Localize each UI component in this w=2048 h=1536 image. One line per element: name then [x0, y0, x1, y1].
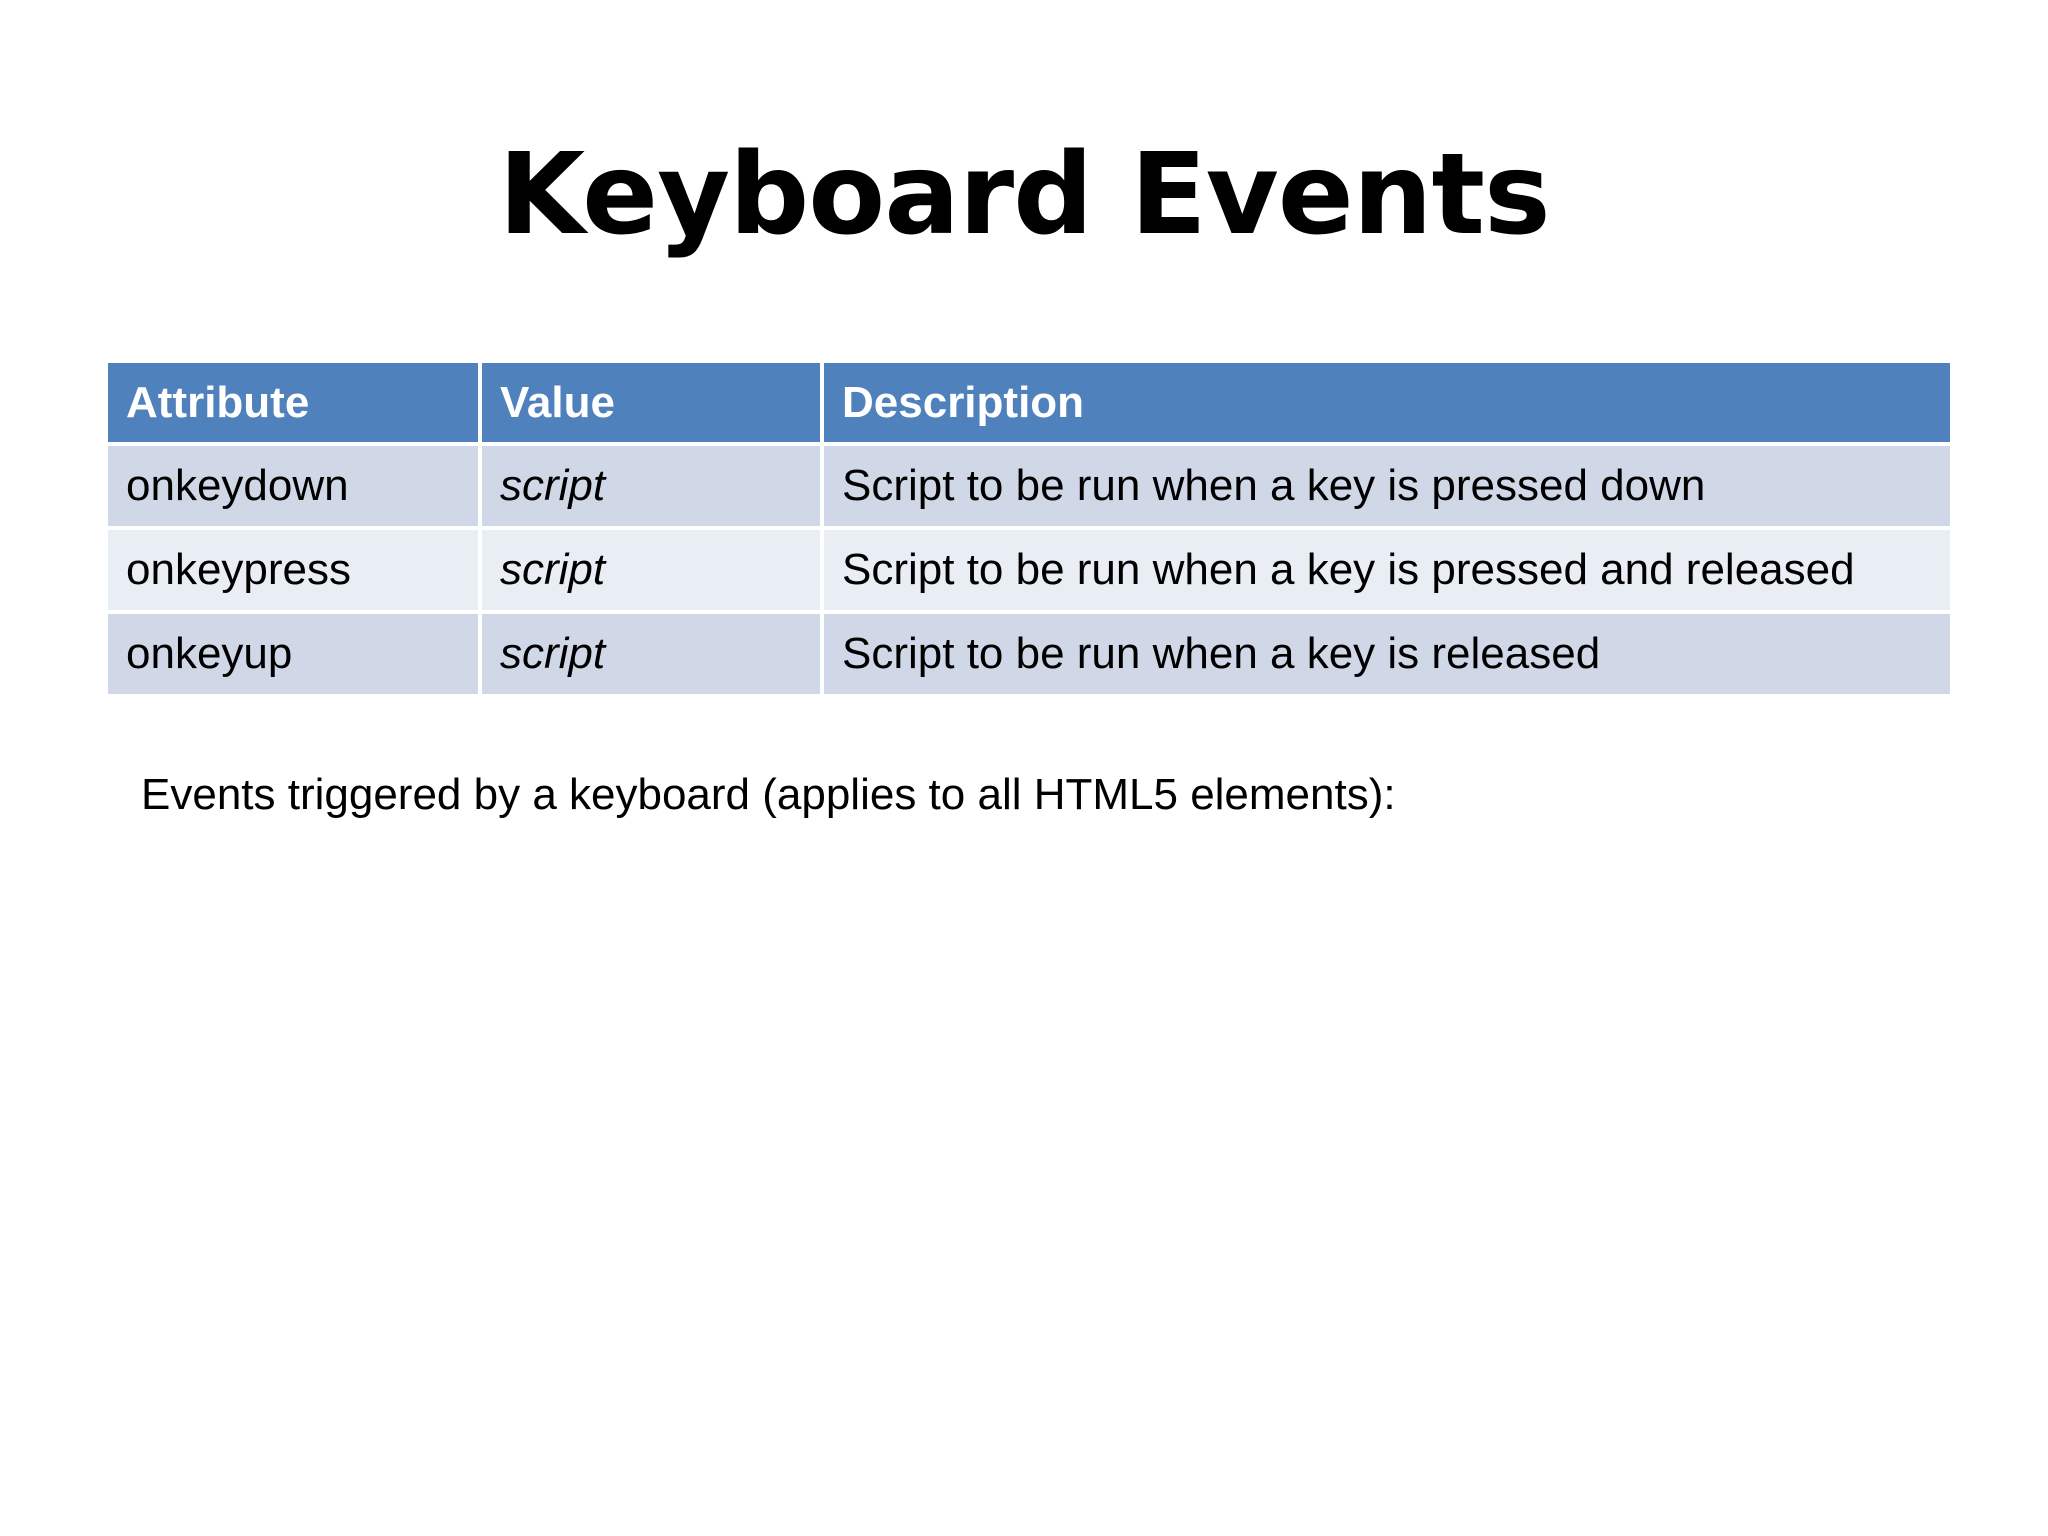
header-value: Value: [480, 361, 822, 444]
table-row: [106, 528, 1952, 612]
value-cell: script: [480, 612, 822, 696]
table-row: [106, 612, 1952, 696]
slide-title: Keyboard Events: [498, 130, 1550, 260]
value-cell: script: [480, 444, 822, 528]
value-cell: script: [480, 528, 822, 612]
table-row: [106, 444, 1952, 528]
table-header-row: [106, 361, 1952, 444]
header-description: Description: [822, 361, 1952, 444]
attribute-cell: onkeypress: [106, 528, 480, 612]
description-cell: Script to be run when a key is pressed down: [822, 444, 1952, 528]
description-cell: Script to be run when a key is released: [822, 612, 1952, 696]
description-cell: Script to be run when a key is pressed and released: [822, 528, 1952, 612]
keyboard-events-table: [104, 359, 1954, 698]
attribute-cell: onkeyup: [106, 612, 480, 696]
header-attribute: Attribute: [106, 361, 480, 444]
attribute-cell: onkeydown: [106, 444, 480, 528]
slide-caption: Events triggered by a keyboard (applies to all HTML5 elements):: [141, 770, 1396, 819]
